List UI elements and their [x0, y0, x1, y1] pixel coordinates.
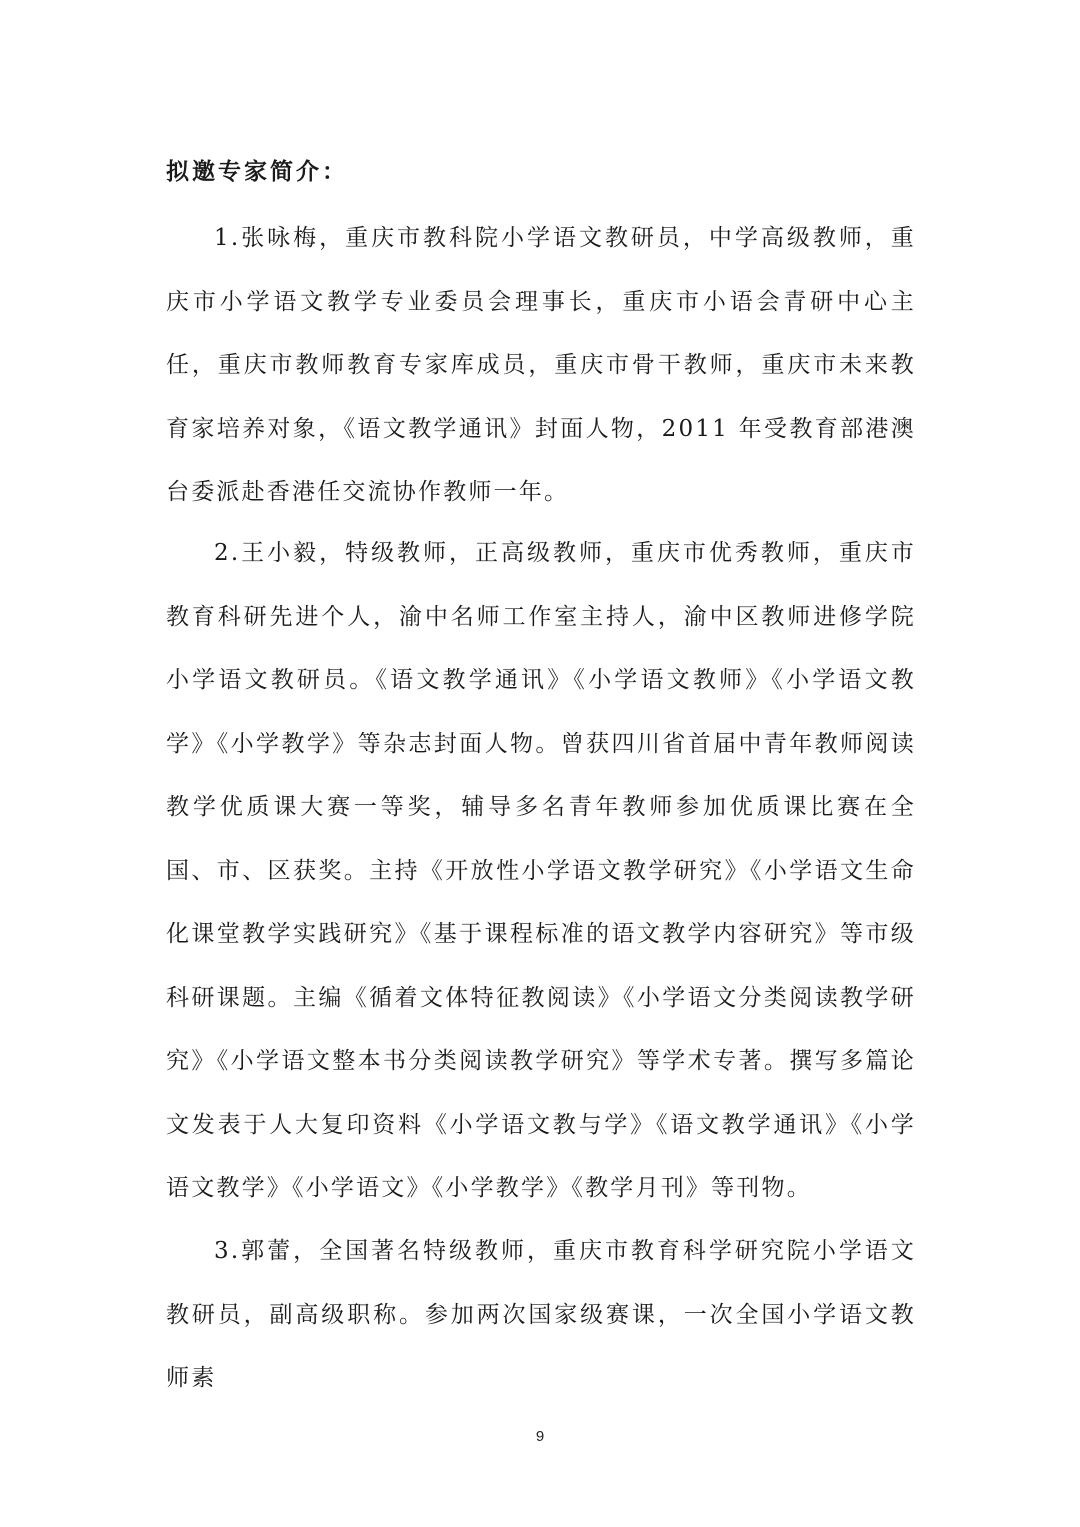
section-heading: 拟邀专家简介：	[166, 159, 348, 185]
page-number: 9	[535, 1428, 545, 1445]
expert-bio-paragraph-1: 1.张咏梅，重庆市教科院小学语文教研员，中学高级教师，重庆市小学语文教学专业委员会理事长，重庆市小语会青研中心主任，重庆市教师教育专家库成员，重庆市骨干教师，重庆市未来教育家培养对象，《语文教学通讯》封面人物，2011 年受教育部港澳台委派赴香港任交流协作教师一年。	[166, 225, 916, 505]
expert-bio-paragraph-3: 3.郭蕾，全国著名特级教师，重庆市教育科学研究院小学语文教研员，副高级职称。参加两次国家级赛课，一次全国小学语文教师素	[166, 1238, 916, 1391]
expert-bio-paragraph-2: 2.王小毅，特级教师，正高级教师，重庆市优秀教师，重庆市教育科研先进个人，渝中名师工作室主持人，渝中区教师进修学院小学语文教研员。《语文教学通讯》《小学语文教师》《小学语文教学》《小学教学》等杂志封面人物。曾获四川省首届中青年教师阅读教学优质课大赛一等奖，辅导多名青年教师参加优质课比赛在全国、市、区获奖。主持《开放性小学语文教学研究》《小学语文生命化课堂教学实践研究》《基于课程标准的语文教学内容研究》等市级科研课题。主编《循着文体特征教阅读》《小学语文分类阅读教学研究》《小学语文整本书分类阅读教学研究》等学术专著。撰写多篇论文发表于人大复印资料《小学语文教与学》《语文教学通讯》《小学语文教学》《小学语文》《小学教学》《教学月刊》等刊物。	[166, 540, 916, 1201]
